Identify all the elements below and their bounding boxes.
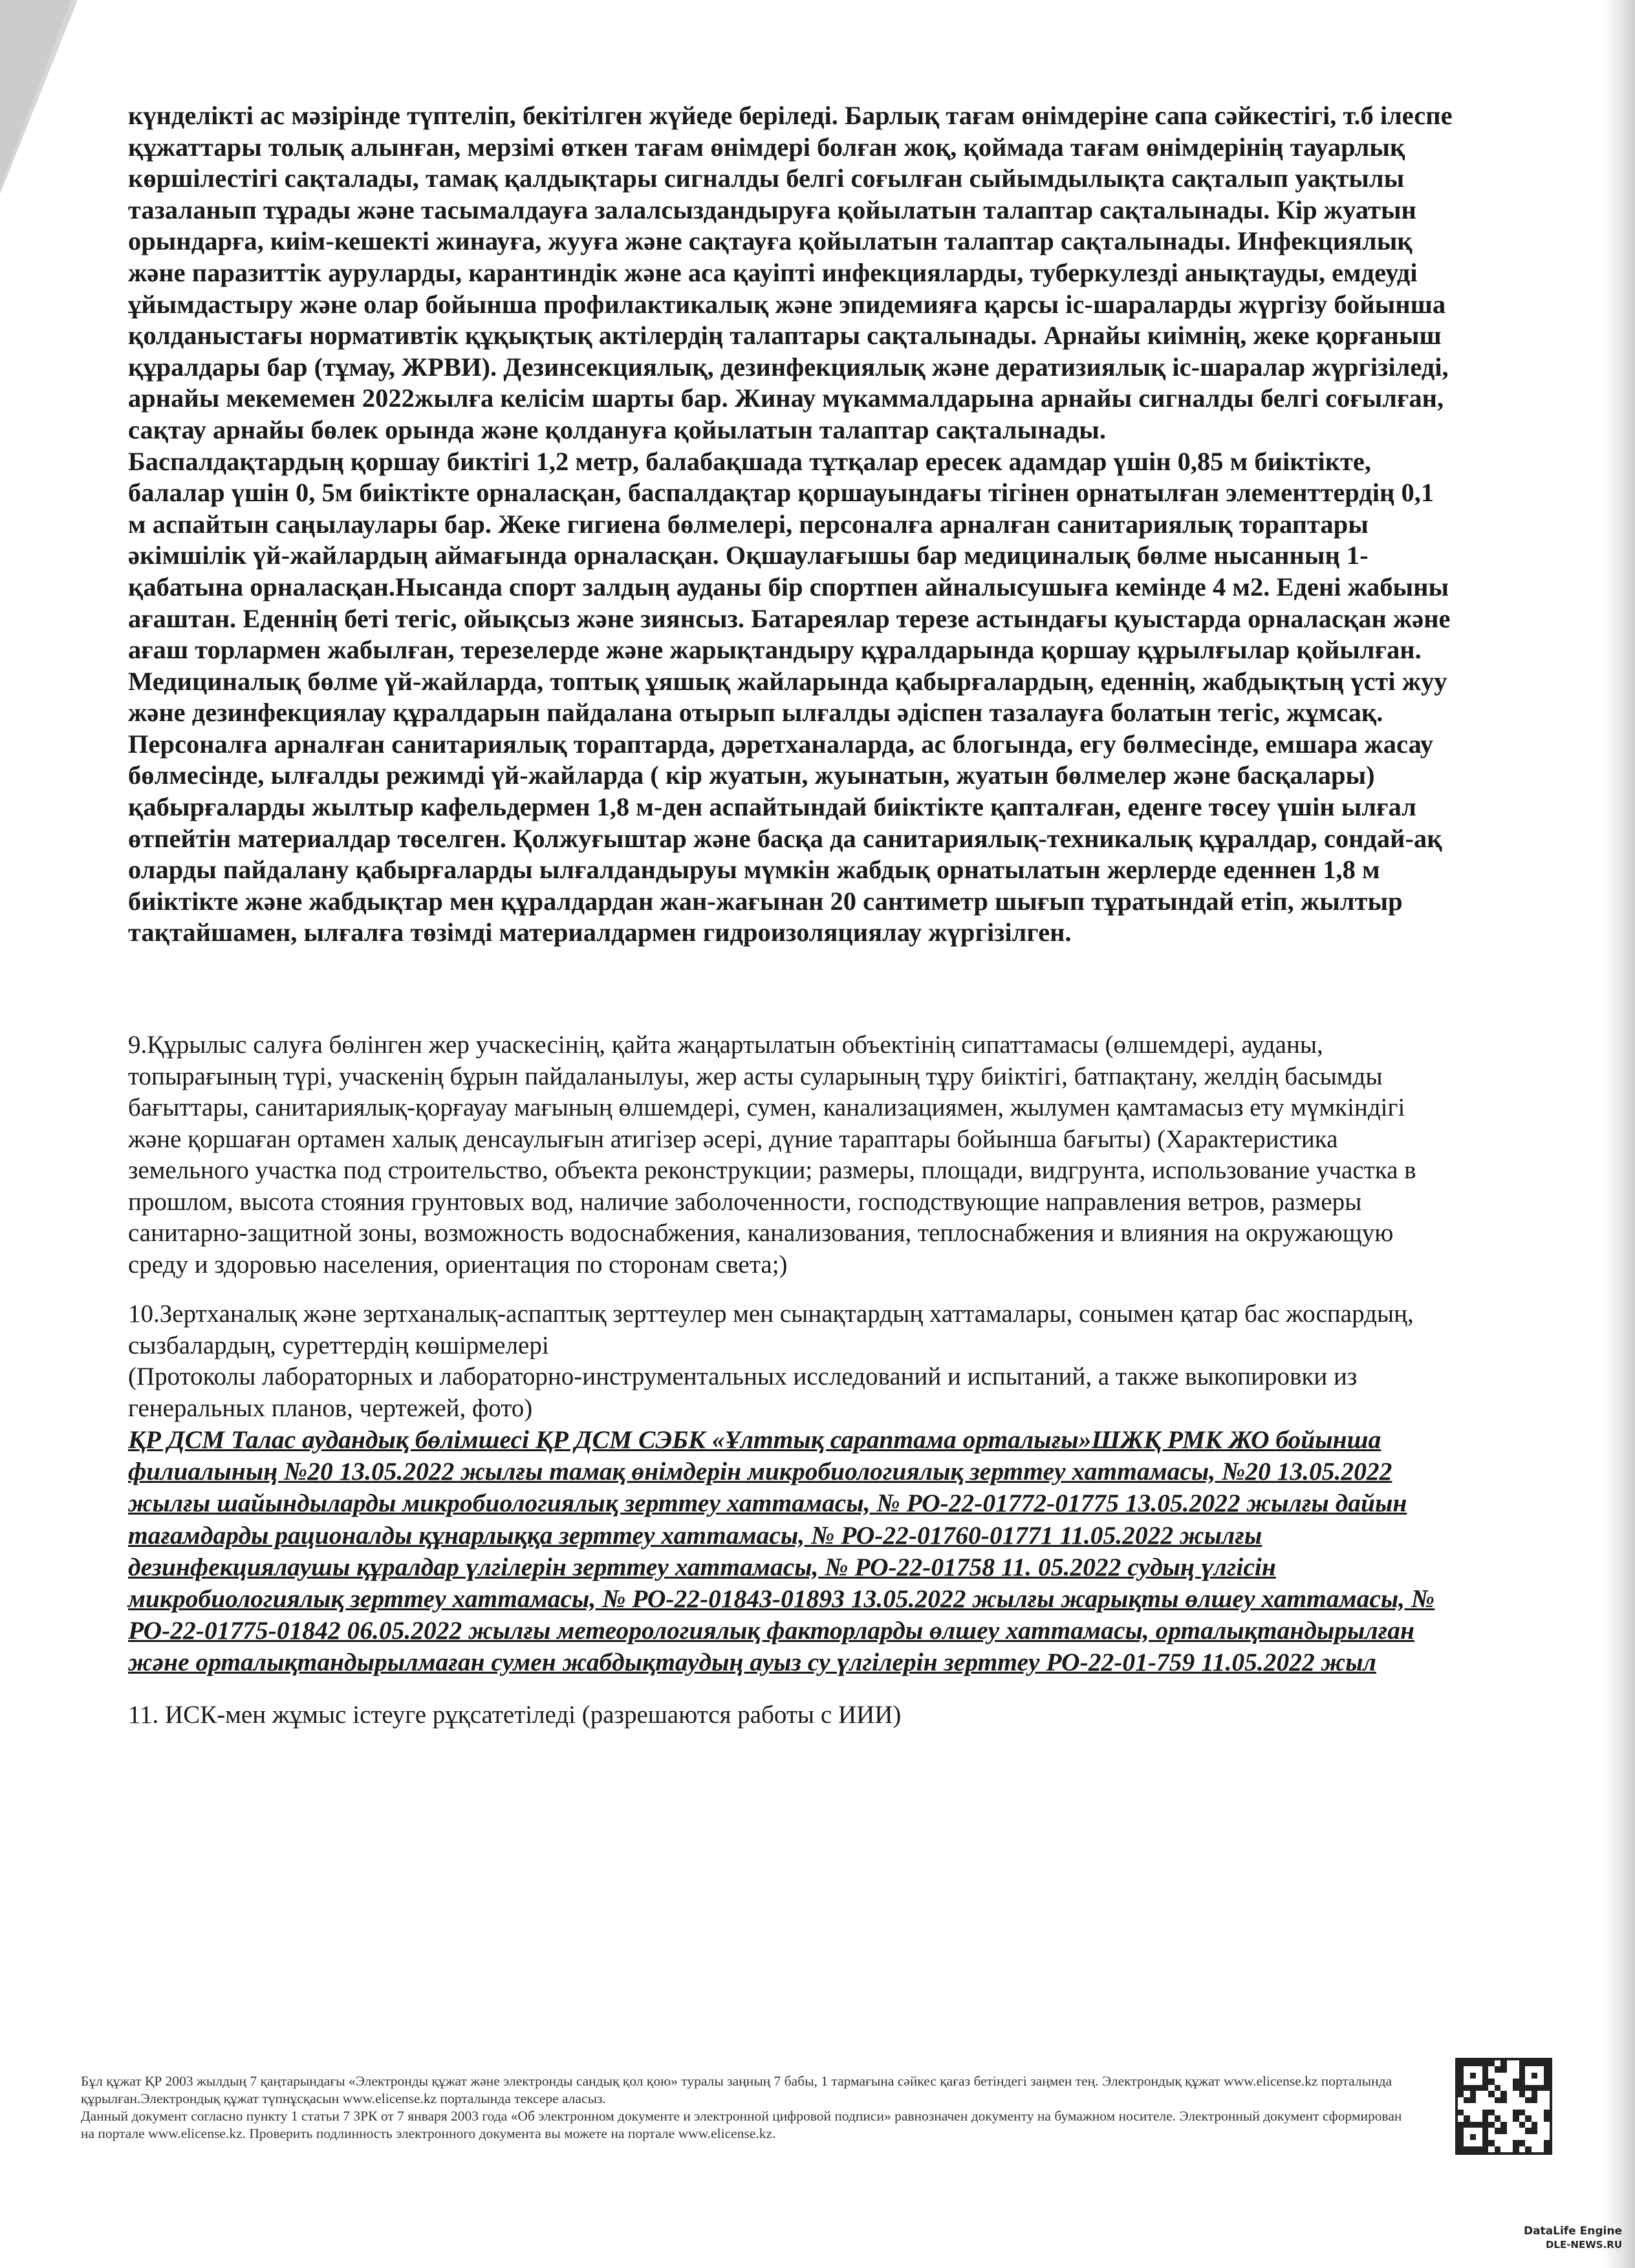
section-9: 9.Құрылыс салуға бөлінген жер учаскесінің, қайта жаңартылатын объектінің сипаттамасы (өлшемдері, ауданы, топырағының түрі, учаскенің бұрын пайдаланылуы, жер асты суларының тұру биіктігі, батпақтану, желдің басымды бағыттары, санитариялық-қорғауау мағының өлшемдері, сумен, канализациямен, жылумен қамтамасыз ету мүмкіндігі және қоршаған ортамен халық денсаулығын атигізер әсері, дүние тараптары бойынша бағыты) (Характеристика земельного участка под строительство, объекта реконструкции; размеры, площади, видгрунта, использование участка в прошлом, высота стояния грунтовых вод, наличие заболоченности, господствующие направления ветров, размеры санитарно-защитной зоны, возможность водоснабжения, канализования, теплоснабжения и влияния на окружающую среду и здоровью населения, ориентация по сторонам света;) — [128, 1031, 1416, 1279]
document-body — [128, 100, 1454, 1731]
watermark-line-2: DLE-NEWS.RU — [1545, 2239, 1622, 2251]
section-10 — [128, 1299, 1454, 1679]
footer-notice-kz: Бұл құжат ҚР 2003 жылдың 7 қаңтарындағы «Электронды құжат және электронды сандық қол қою» туралы заңның 7 бабы, 1 тармағына сәйкес қағаз бетіндегі заңмен тең. Электрондық құжат www.elicense.kz порталында құрылған.Электрондық құжат түпнұсқасын www.elicense.kz порталында тексере аласыз. — [81, 2073, 1392, 2106]
qr-code-icon — [1455, 2058, 1552, 2155]
section-11: 11. ИСК-мен жұмыс істеуге рұқсатетіледі (разрешаются работы с ИИИ) — [128, 1700, 902, 1729]
folded-corner-shade — [0, 0, 71, 188]
section-10-heading: 10.Зертханалық және зертханалық-аспаптық зерттеулер мен сынақтардың хаттамалары, сонымен қатар бас жоспардың, сызбалардың, суреттердің көшірмелері (Протоколы лабораторных и лабораторно-инструментальных исследований и испытаний, а также выкопировки из генеральных планов, чертежей, фото) — [128, 1300, 1414, 1422]
page-edge-shadow — [1601, 0, 1635, 2268]
watermark-line-1: DataLife Engine — [1523, 2225, 1622, 2238]
section-10-protocols: ҚР ДСМ Талас аудандық бөлімшесі ҚР ДСМ СЭБК «Ұлттық сараптама орталығы»ШЖҚ РМК ЖО бойынша филиалының №20 13.05.2022 жылғы тамақ өнімдерін микробиологиялық зерттеу хаттамасы, №20 13.05.2022 жылғы шайындыларды микробиологиялық зерттеу хаттамасы, № РО-22-01772-01775 13.05.2022 жылғы дайын тағамдарды рационалды құнарлыққа зерттеу хаттамасы, № РО-22-01760-01771 11.05.2022 жылғы дезинфекциялаушы құралдар үлгілерін зерттеу хаттамасы, № РО-22-01758 11. 05.2022 судың үлгісін микробиологиялық зерттеу хаттамасы, № РО-22-01843-01893 13.05.2022 жылғы жарықты өлшеу хаттамасы, № РО-22-01775-01842 06.05.2022 жылғы метеорологиялық факторларды өлшеу хаттамасы, орталықтандырылған және орталықтандырылмаған сумен жабдықтаудың ауыз су үлгілерін зерттеу РО-22-01-759 11.05.2022 жыл — [128, 1425, 1435, 1677]
footer-notice — [81, 2073, 1413, 2143]
body-paragraph: күнделікті ас мәзірінде түптеліп, бекітілген жүйеде беріледі. Барлық тағам өнімдеріне сапа сәйкестігі, т.б ілеспе құжаттары толық алынған, мерзімі өткен тағам өнімдері болған жоқ, қоймада тағам өнімдерінің тауарлық көршілестігі сақталады, тамақ қалдықтары сигналды белгі соғылған сыйымдылықта сақталып уақтылы тазаланып тұрады және тасымалдауға залалсыздандыруға қойылатын талаптар сақталынады. Кір жуатын орындарға, киім-кешекті жинауға, жууға және сақтауға қойылатын талаптар сақталынады. Инфекциялық және паразиттік ауруларды, карантиндік және аса қауіпті инфекцияларды, туберкулезді анықтауды, емдеуді ұйымдастыру және олар бойынша профилактикалық және эпидемияға қарсы іс-шараларды жүргізу бойынша қолданыстағы нормативтік құқықтық актілердің талаптары сақталынады. Арнайы киімнің, жеке қорғаныш құралдары бар (тұмау, ЖРВИ). Дезинсекциялық, дезинфекциялық және дератизиялық іс-шаралар жүргізіледі, арнайы мекемемен 2022жылға келісім шарты бар. Жинау мүкаммалдарына арнайы сигналды белгі соғылған, сақтау арнайы бөлек орында және қолдануға қойылатын талаптар сақталынады. Баспалдақтардың қоршау биктігі 1,2 метр, балабақшада тұтқалар ересек адамдар үшін 0,85 м биіктікте, балалар үшін 0, 5м биіктікте орналасқан, баспалдақтар қоршауындағы тігінен орнатылған элементтердің 0,1 м аспайтын саңылаулары бар. Жеке гигиена бөлмелері, персоналға арналған санитариялық тораптары әкімшілік үй-жайлардың аймағында орналасқан. Оқшаулағышы бар медициналық бөлме нысанның 1-қабатына орналасқан.Нысанда спорт залдың ауданы бір спортпен айналысушыға кемінде 4 м2. Едені жабыны ағаштан. Еденнің беті тегіс, ойықсыз және зиянсыз. Батареялар терезе астындағы қуыстарда орналасқан және ағаш торлармен жабылған, терезелерде және жарықтандыру құралдарында қоршау құрылғылар қойылған. Медициналық бөлме үй-жайларда, топтық ұяшық жайларында қабырғалардың, еденнің, жабдықтың үсті жуу және дезинфекциялау құралдарын пайдалана отырып ылғалды әдіспен тазалауға болатын тегіс, жұмсақ. Персоналға арналған санитариялық тораптарда, дәретханаларда, ас блогында, егу бөлмесінде, емшара жасау бөлмесінде, ылғалды режимді үй-жайларда ( кір жуатын, жуынатын, жуатын бөлмелер және басқалары) қабырғаларды жылтыр кафельдермен 1,8 м-ден аспайтындай биіктікте қапталған, еденге төсеу үшін ылғал өтпейтін материалдар төселген. Қолжуғыштар және басқа да санитариялық-техникалық құралдар, сондай-ақ оларды пайдалану қабырғаларды ылғалдандыруы мүмкін жабдық орнатылатын жерлерде еденнен 1,8 м биіктікте және жабдықтар мен құралдардан жан-жағынан 20 сантиметр шығып тұратындай етіп, жылтыр тақтайшамен, ылғалға төзімді материалдармен гидроизоляциялау жүргізілген. — [128, 101, 1453, 947]
footer-notice-ru: Данный документ согласно пункту 1 статьи 7 ЗРК от 7 января 2003 года «Об электронном документе и электронной цифровой подписи» равнозначен документу на бумажном носителе. Электронный документ сформирован на портале www.elicense.kz. Проверить подлинность электронного документа вы можете на портале www.elicense.kz. — [81, 2108, 1402, 2141]
watermark — [1493, 2225, 1622, 2252]
